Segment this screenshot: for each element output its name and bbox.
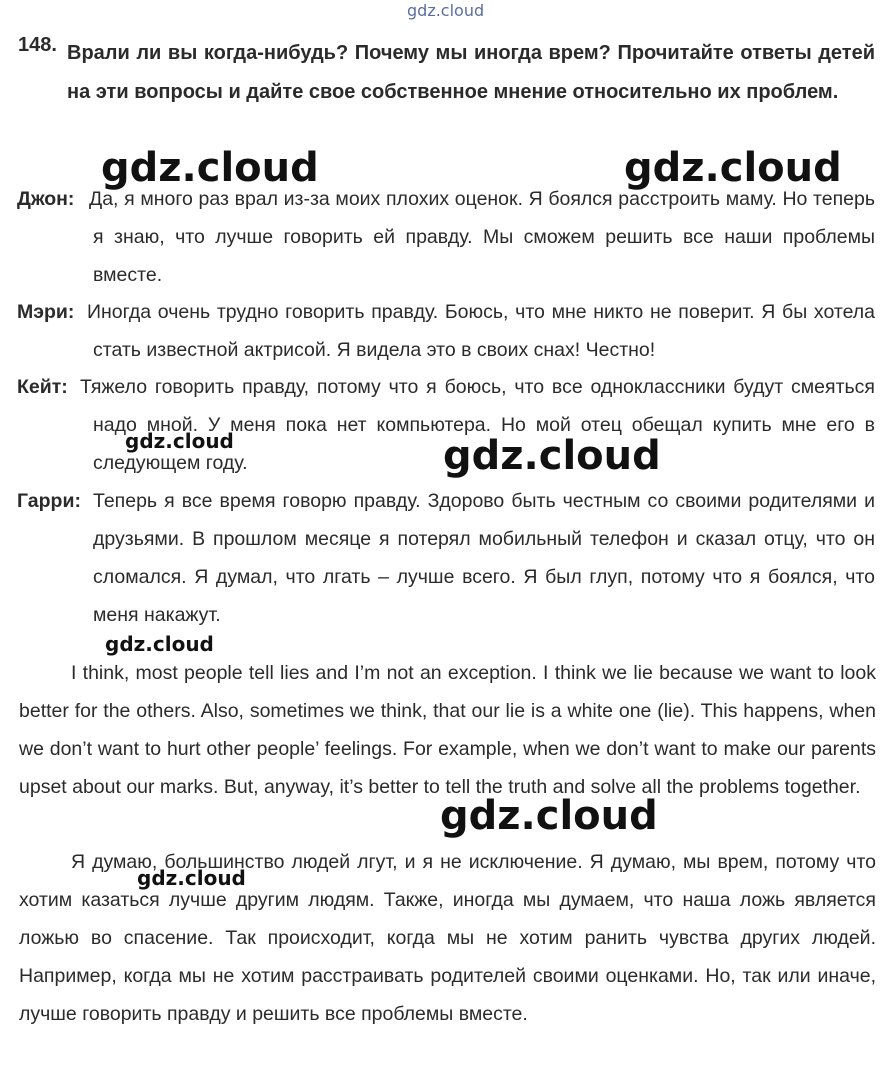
exercise-number: 148.: [18, 34, 57, 56]
dialogue-john: [17, 180, 875, 294]
watermark: gdz.cloud: [137, 866, 246, 890]
speaker-text: Теперь я все время говорю правду. Здорово быть честным со своими родителями и друзьями. В прошлом месяце я потерял мобильный телефон и сказал отцу, что он сломался. Я думал, что лгать – лучше всего. Я был глуп, потому что я боялся, что меня накажут.: [93, 490, 875, 626]
speaker-text: Да, я много раз врал из-за моих плохих оценок. Я боялся расстроить маму. Но теперь я знаю, что лучше говорить ей правду. Мы сможем решить все наши проблемы вместе.: [89, 188, 875, 286]
watermark: gdz.cloud: [443, 433, 661, 479]
watermark: gdz.cloud: [624, 145, 842, 191]
speaker-text: Иногда очень трудно говорить правду. Боюсь, что мне никто не поверит. Я бы хотела стать известной актрисой. Я видела это в своих снах! Честно!: [87, 301, 875, 361]
exercise-task: Врали ли вы когда-нибудь? Почему мы иногда врем? Прочитайте ответы детей на эти вопросы и дайте свое собственное мнение относительно их проблем.: [67, 42, 875, 103]
watermark: gdz.cloud: [440, 793, 658, 839]
speaker-name: Мэри:: [17, 301, 75, 323]
dialogue-harry: [17, 482, 875, 634]
dialogue-mary: [17, 293, 875, 369]
watermark: gdz.cloud: [101, 145, 319, 191]
answer-russian: Я думаю, большинство людей лгут, и я не исключение. Я думаю, мы врем, потому что хотим казаться лучше другим людям. Также, иногда мы думаем, что наша ложь является ложью во спасение. Так происходит, когда мы не хотим ранить чувства других людей. Например, когда мы не хотим расстраивать родителей своими оценками. Но, так или иначе, лучше говорить правду и решить все проблемы вместе.: [19, 851, 876, 1025]
answer-english: I think, most people tell lies and I’m not an exception. I think we lie because we want to look better for the others. Also, sometimes we think, that our lie is a white one (lie). This happens, when we don’t want to hurt other people’ feelings. For example, when we don’t want to make our parents upset about our marks. But, anyway, it’s better to tell the truth and solve all the problems together.: [19, 662, 876, 798]
speaker-name: Кейт:: [17, 376, 68, 398]
speaker-name: Гарри:: [17, 490, 81, 512]
watermark: gdz.cloud: [125, 429, 234, 453]
speaker-name: Джон:: [17, 188, 75, 210]
speaker-text: Тяжело говорить правду, потому что я боюсь, что все одноклассники будут смеяться надо мной. У меня пока нет компьютера. Но мой отец обещал купить мне его в следующем году.: [80, 376, 875, 474]
watermark-top: gdz.cloud: [407, 1, 485, 20]
watermark: gdz.cloud: [105, 632, 214, 656]
